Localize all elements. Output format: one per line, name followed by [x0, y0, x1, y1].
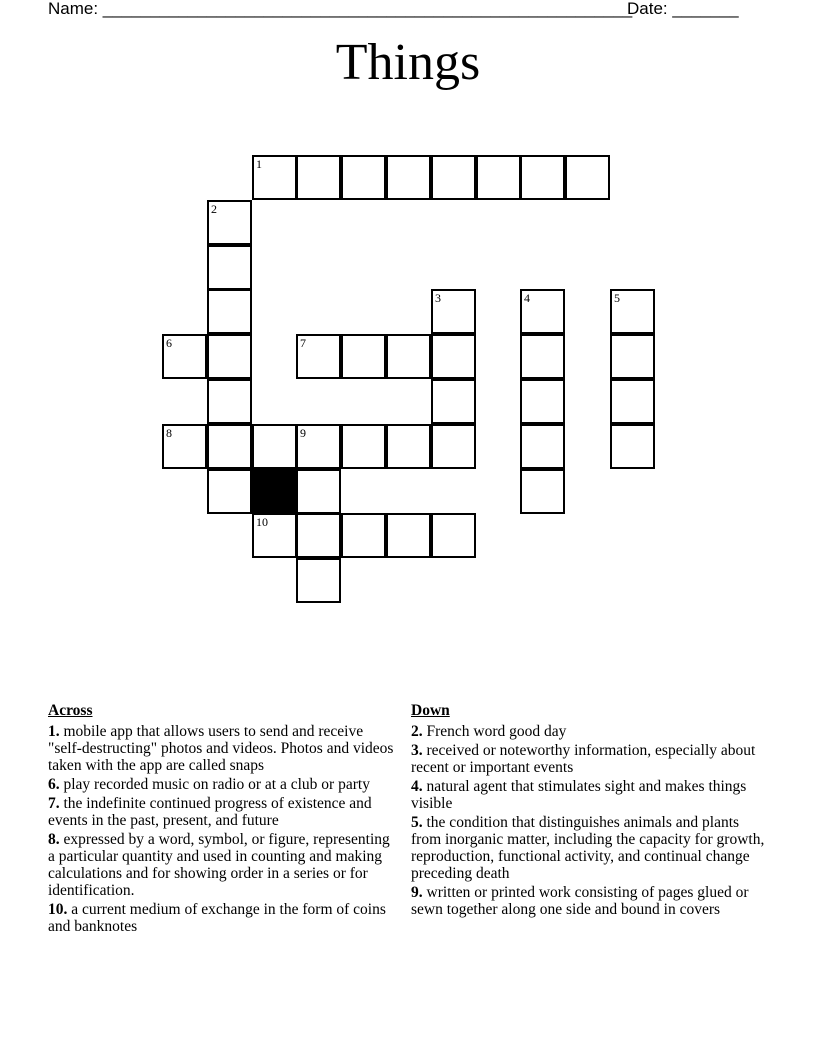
clue-across-7 [48, 795, 398, 829]
down-clues [411, 702, 771, 920]
clue-text: written or printed work consisting of pages glued or sewn together along one side and bound in covers [411, 884, 749, 918]
crossword-square[interactable] [207, 379, 252, 424]
crossword-square[interactable] [431, 334, 476, 379]
clue-text: the indefinite continued progress of existence and events in the past, present, and future [48, 795, 372, 829]
square-number: 9 [300, 426, 306, 440]
clue-number: 8. [48, 831, 60, 848]
clue-text: natural agent that stimulates sight and makes things visible [411, 778, 747, 812]
clue-text: French word good day [426, 723, 567, 740]
clue-number: 3. [411, 742, 423, 759]
crossword-square[interactable] [610, 289, 655, 334]
clue-number: 1. [48, 723, 60, 740]
crossword-square[interactable] [431, 379, 476, 424]
crossword-square[interactable] [296, 469, 341, 514]
clue-text: play recorded music on radio or at a club or party [63, 776, 370, 793]
clue-down-2 [411, 723, 771, 740]
crossword-square[interactable] [341, 155, 386, 200]
clue-number: 10. [48, 901, 68, 918]
crossword-square[interactable] [207, 200, 252, 245]
clue-text: the condition that distinguishes animals and plants from inorganic matter, including the capacity for growth, reproduction, functional activity, and continual change preceding death [411, 814, 765, 882]
crossword-square[interactable] [386, 424, 431, 469]
crossword-square[interactable] [520, 424, 565, 469]
crossword-square[interactable] [341, 334, 386, 379]
crossword-square[interactable] [296, 155, 341, 200]
square-number: 8 [166, 426, 172, 440]
square-number: 7 [300, 336, 306, 350]
crossword-square[interactable] [610, 379, 655, 424]
crossword-square[interactable] [610, 424, 655, 469]
clue-down-5 [411, 814, 771, 882]
clue-down-4 [411, 778, 771, 812]
crossword-square[interactable] [296, 513, 341, 558]
crossword-square[interactable] [520, 334, 565, 379]
clue-number: 2. [411, 723, 423, 740]
crossword-square[interactable] [207, 334, 252, 379]
crossword-square[interactable] [162, 424, 207, 469]
square-number: 5 [614, 291, 620, 305]
crossword-square[interactable] [252, 424, 297, 469]
crossword-square[interactable] [252, 513, 297, 558]
clue-across-6 [48, 776, 398, 793]
down-heading: Down [411, 702, 450, 719]
crossword-square[interactable] [207, 424, 252, 469]
crossword-square[interactable] [431, 289, 476, 334]
square-number: 10 [256, 515, 268, 529]
crossword-square[interactable] [207, 245, 252, 290]
crossword-square[interactable] [431, 424, 476, 469]
clue-number: 5. [411, 814, 423, 831]
crossword-square[interactable] [520, 379, 565, 424]
clue-text: expressed by a word, symbol, or figure, representing a particular quantity and used in counting and making calculations and for showing order in a series or for identification. [48, 831, 390, 899]
crossword-square[interactable] [162, 334, 207, 379]
clue-text: mobile app that allows users to send and receive "self-destructing" photos and videos. Photos and videos taken with the app are called snaps [48, 723, 394, 774]
clue-number: 6. [48, 776, 60, 793]
name-field-label: Name: ________________________________________________________ [48, 0, 633, 18]
crossword-square[interactable] [520, 469, 565, 514]
clue-down-9 [411, 884, 771, 918]
across-clues [48, 702, 398, 937]
crossword-square[interactable] [431, 155, 476, 200]
clue-across-8 [48, 831, 398, 899]
blocked-square [252, 469, 297, 514]
crossword-square[interactable] [520, 155, 565, 200]
crossword-square[interactable] [207, 469, 252, 514]
crossword-square[interactable] [386, 334, 431, 379]
square-number: 2 [211, 202, 217, 216]
crossword-square[interactable] [386, 155, 431, 200]
clue-text: a current medium of exchange in the form of coins and banknotes [48, 901, 386, 935]
square-number: 6 [166, 336, 172, 350]
clue-number: 4. [411, 778, 423, 795]
date-field-label: Date: _______ [627, 0, 739, 18]
crossword-square[interactable] [431, 513, 476, 558]
clue-across-1 [48, 723, 398, 774]
crossword-square[interactable] [520, 289, 565, 334]
crossword-square[interactable] [296, 424, 341, 469]
square-number: 1 [256, 157, 262, 171]
clue-number: 9. [411, 884, 423, 901]
crossword-square[interactable] [565, 155, 610, 200]
crossword-square[interactable] [296, 334, 341, 379]
crossword-square[interactable] [296, 558, 341, 603]
across-heading: Across [48, 702, 93, 719]
square-number: 3 [435, 291, 441, 305]
clue-number: 7. [48, 795, 60, 812]
crossword-square[interactable] [476, 155, 521, 200]
clue-text: received or noteworthy information, especially about recent or important events [411, 742, 756, 776]
clue-down-3 [411, 742, 771, 776]
clue-across-10 [48, 901, 398, 935]
crossword-square[interactable] [610, 334, 655, 379]
crossword-square[interactable] [341, 513, 386, 558]
crossword-square[interactable] [207, 289, 252, 334]
crossword-square[interactable] [386, 513, 431, 558]
crossword-square[interactable] [252, 155, 297, 200]
page-title: Things [335, 34, 481, 91]
crossword-square[interactable] [341, 424, 386, 469]
square-number: 4 [524, 291, 530, 305]
